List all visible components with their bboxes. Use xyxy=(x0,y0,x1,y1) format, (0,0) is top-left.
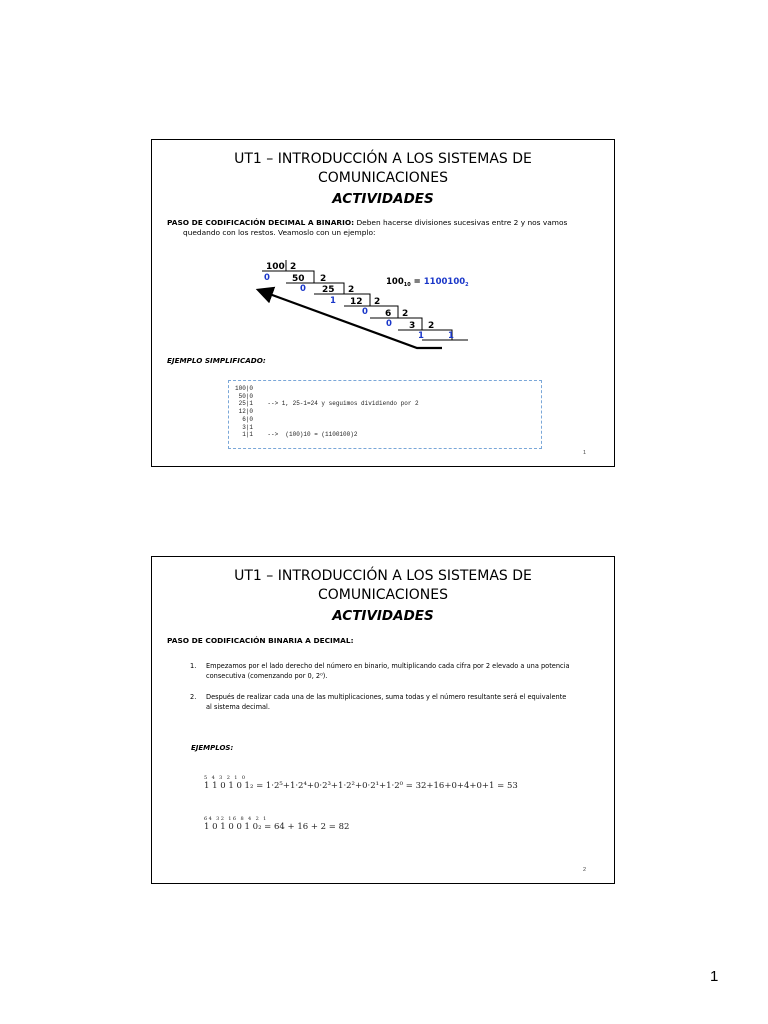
division-diagram xyxy=(252,256,482,356)
divisor: 2 xyxy=(428,321,435,331)
code-line: 50|0 xyxy=(235,392,254,400)
code-line: 1|1 --> (100)10 = (1100100)2 xyxy=(235,431,358,439)
remainder: 1 xyxy=(448,331,454,341)
list-item xyxy=(190,693,574,712)
divisor: 2 xyxy=(320,274,327,284)
list-number: 2. xyxy=(190,693,197,702)
intro-text-2: quedando con los restos. Veamoslo con un ejemplo: xyxy=(183,228,376,237)
code-line: 100|0 xyxy=(235,385,254,392)
formula-expression: 1 1 0 1 0 1₂ = 1·2⁵+1·2⁴+0·2³+1·2²+0·2¹+1·2⁰ = 32+16+0+4+0+1 = 53 xyxy=(204,781,518,791)
intro-paragraph xyxy=(167,218,600,238)
dividend-50: 50 xyxy=(292,274,305,284)
remainder: 0 xyxy=(264,273,270,283)
code-line: 25|1 --> 1, 25-1=24 y seguimos dividiendo por 2 xyxy=(235,400,419,408)
formula-expression: 1 0 1 0 0 1 0₂ = 64 + 16 + 2 = 82 xyxy=(204,822,350,832)
code-line: 6|0 xyxy=(235,415,254,423)
slide-title xyxy=(152,150,614,188)
slide-1 xyxy=(151,139,615,467)
section-heading: PASO DE CODIFICACIÓN DECIMAL A BINARIO: xyxy=(167,218,355,227)
bit-indices: 5 4 3 2 1 0 xyxy=(204,775,247,781)
list-number: 1. xyxy=(190,662,197,670)
title-line-2: COMUNICACIONES xyxy=(318,587,448,603)
simplified-label: EJEMPLO SIMPLIFICADO: xyxy=(167,356,266,365)
formula-example-1 xyxy=(204,775,518,791)
dividend-12: 12 xyxy=(350,297,363,307)
remainder: 0 xyxy=(362,307,368,317)
divisor: 2 xyxy=(290,262,297,272)
remainder: 1 xyxy=(418,331,424,341)
slide-subtitle: ACTIVIDADES xyxy=(332,608,434,624)
bit-weights: 64 32 16 8 4 2 1 xyxy=(204,816,268,822)
slide-page-number: 2 xyxy=(582,867,586,873)
list-item xyxy=(190,662,574,681)
section-heading: PASO DE CODIFICACIÓN BINARIA A DECIMAL: xyxy=(167,636,354,645)
dividend-100: 100 xyxy=(266,262,285,272)
list-text: Empezamos por el lado derecho del número en binario, multiplicando cada cifra por 2 elevado a una potencia consecutiva (comenzando por 0, 2⁰). xyxy=(206,662,570,680)
divisor: 2 xyxy=(348,285,355,295)
divisor: 2 xyxy=(374,297,381,307)
code-example-box xyxy=(228,380,542,449)
title-line-1: UT1 – INTRODUCCIÓN A LOS SISTEMAS DE xyxy=(234,568,532,584)
intro-text-1: Deben hacerse divisiones sucesivas entre 2 y nos vamos xyxy=(354,218,568,227)
code-line: 3|1 xyxy=(235,423,254,431)
document-page-number: 1 xyxy=(710,968,719,985)
formula-example-2 xyxy=(204,816,349,832)
remainder: 1 xyxy=(330,296,336,306)
dividend-25: 25 xyxy=(322,285,335,295)
slide-2 xyxy=(151,556,615,884)
dividend-6: 6 xyxy=(385,309,392,319)
steps-list xyxy=(190,662,574,724)
remainder: 0 xyxy=(300,284,306,294)
list-text: Después de realizar cada una de las multiplicaciones, suma todas y el número resultante será el equivalente al sistema decimal. xyxy=(206,693,567,711)
divisor: 2 xyxy=(402,309,409,319)
slide-title xyxy=(152,567,614,605)
code-line: 12|0 xyxy=(235,408,254,416)
examples-label: EJEMPLOS: xyxy=(191,744,234,752)
remainder: 0 xyxy=(386,319,392,329)
dividend-3: 3 xyxy=(409,321,416,331)
slide-subtitle: ACTIVIDADES xyxy=(332,191,434,207)
slide-page-number: 1 xyxy=(582,450,586,456)
title-line-2: COMUNICACIONES xyxy=(318,170,448,186)
conversion-result: $100_{10} = 1100100_2$ xyxy=(386,277,469,288)
title-line-1: UT1 – INTRODUCCIÓN A LOS SISTEMAS DE xyxy=(234,151,532,167)
